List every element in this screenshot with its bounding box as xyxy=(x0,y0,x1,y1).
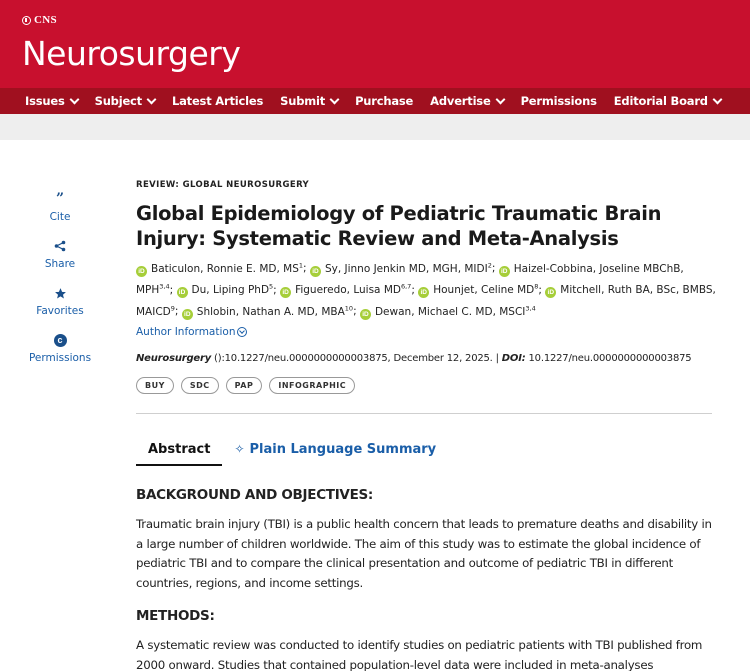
citation-line: Neurosurgery ():10.1227/neu.0000000000003875, December 12, 2025. | DOI: 10.1227/neu.0000000000003875 xyxy=(136,352,692,364)
tag-buy[interactable]: BUY xyxy=(136,377,174,394)
author-list: iD Baticulon, Ronnie E. MD, $MS^1$; iD Sy, Jinno Jenkin MD, MGH, MIDI$^2$; iD Haizel-Cobbina, Joseline MBChB, MPH$^{3,4}$; iD Du, Liping PhD$^5$; iD Figueredo, Luisa MD$^{6,7}$; iD Hounjet, Celine $MD^8$; iD Mitchell, Ruth BA, BSc, BMBS, MAICD$^9$; iD Shlobin, Nathan A. MD, MBA$^{10}$; iD Dewan, Michael C. MD, MSCI$^{3,4}$ xyxy=(136,261,716,318)
cns-logo-icon xyxy=(22,16,31,25)
orcid-icon[interactable]: iD xyxy=(545,287,556,298)
orcid-icon[interactable]: iD xyxy=(182,309,193,320)
share-icon xyxy=(54,237,66,255)
nav-item-submit[interactable]: Submit xyxy=(280,94,338,108)
author-link[interactable]: iD Haizel-Cobbina, Joseline MBChB, MPH$^{3,4}$ xyxy=(136,262,684,296)
chevron-down-icon xyxy=(330,94,340,104)
author-link[interactable]: iD Du, Liping PhD$^5$ xyxy=(177,284,274,296)
tag-infographic[interactable]: INFOGRAPHIC xyxy=(269,377,355,394)
author-link[interactable]: iD Sy, Jinno Jenkin MD, MGH, MIDI$^2$ xyxy=(310,263,492,275)
article-tags xyxy=(136,377,716,394)
author-link[interactable]: iD Mitchell, Ruth BA, BSc, BMBS, MAICD$^9$ xyxy=(136,284,716,318)
tab-plain-language-summary[interactable]: ✧ Plain Language Summary xyxy=(234,442,437,457)
star-icon xyxy=(54,284,67,302)
cite-button[interactable]: ” Cite xyxy=(49,191,71,223)
doi-value[interactable]: 10.1227/neu.0000000000003875 xyxy=(525,352,692,364)
author-link[interactable]: iD Hounjet, Celine $MD^8$ xyxy=(418,284,538,296)
nav-item-advertise[interactable]: Advertise xyxy=(430,94,503,108)
author-information-toggle[interactable]: Author Information xyxy=(136,326,716,338)
copyright-icon: c xyxy=(54,334,67,347)
nav-item-purchase[interactable]: Purchase xyxy=(355,94,414,108)
divider xyxy=(136,413,712,414)
article-type: REVIEW: GLOBAL NEUROSURGERY xyxy=(136,180,310,190)
content-tabs xyxy=(136,440,716,466)
abstract-body xyxy=(136,487,716,671)
author-link[interactable]: iD Dewan, Michael C. MD, MSCI$^{3,4}$ xyxy=(360,306,536,318)
chevron-down-icon xyxy=(147,94,157,104)
ad-band xyxy=(0,114,750,140)
nav-item-editorial-board[interactable]: Editorial Board xyxy=(614,94,721,108)
nav-item-subject[interactable]: Subject xyxy=(95,94,155,108)
orcid-icon[interactable]: iD xyxy=(418,287,429,298)
tag-sdc[interactable]: SDC xyxy=(181,377,219,394)
cns-logo[interactable] xyxy=(22,14,57,26)
orcid-icon[interactable]: iD xyxy=(280,287,291,298)
chevron-down-icon xyxy=(712,94,722,104)
author-link[interactable]: iD Shlobin, Nathan A. MD, MBA$^{10}$ xyxy=(182,306,353,318)
orcid-icon[interactable]: iD xyxy=(177,287,188,298)
orcid-icon[interactable]: iD xyxy=(310,266,321,277)
brand-small-text: CNS xyxy=(34,14,57,26)
tab-abstract[interactable]: Abstract xyxy=(136,440,222,466)
orcid-icon[interactable]: iD xyxy=(136,266,147,277)
site-header xyxy=(0,0,750,88)
nav-item-permissions[interactable]: Permissions xyxy=(520,94,597,108)
nav-item-issues[interactable]: Issues xyxy=(25,94,78,108)
main-nav xyxy=(0,88,750,114)
favorites-button[interactable]: Favorites xyxy=(26,284,94,317)
share-button[interactable]: Share xyxy=(26,237,94,270)
orcid-icon[interactable]: iD xyxy=(360,309,371,320)
nav-item-latest-articles[interactable]: Latest Articles xyxy=(171,94,264,108)
author-link[interactable]: iD Baticulon, Ronnie E. MD, $MS^1$ xyxy=(136,263,303,275)
article-title: Global Epidemiology of Pediatric Traumatic Brain Injury: Systematic Review and Meta-Analysis xyxy=(136,202,662,250)
chevron-down-circle-icon xyxy=(237,327,247,337)
methods-heading: METHODS: xyxy=(136,608,215,625)
author-link[interactable]: iD Figueredo, Luisa MD$^{6,7}$ xyxy=(280,284,411,296)
tag-pap[interactable]: PAP xyxy=(226,377,263,394)
chevron-down-icon xyxy=(69,94,79,104)
journal-title[interactable]: Neurosurgery xyxy=(22,34,241,73)
methods-text: A systematic review was conducted to identify studies on pediatric patients with TBI published from 2000 onward. Studies that contained population-level data were included in meta-analyses xyxy=(136,638,703,671)
background-heading: BACKGROUND AND OBJECTIVES: xyxy=(136,487,374,503)
sparkle-icon: ✧ xyxy=(234,442,245,456)
background-text: Traumatic brain injury (TBI) is a public health concern that leads to premature deaths and disability in a large number of children worldwide. The aim of this study was to estimate the global incidence of pediatric TBI and to compare the clinical presentation and outcome of pediatric TBI in different countries, regions, and income settings. xyxy=(136,517,712,590)
article-header xyxy=(136,180,716,394)
quote-icon: ” xyxy=(55,191,65,207)
permissions-button[interactable]: c Permissions xyxy=(28,335,92,364)
orcid-icon[interactable]: iD xyxy=(499,266,510,277)
doi-label: DOI: xyxy=(501,352,526,364)
journal-name: Neurosurgery xyxy=(136,352,212,364)
chevron-down-icon xyxy=(495,94,505,104)
article-tools xyxy=(26,188,94,378)
